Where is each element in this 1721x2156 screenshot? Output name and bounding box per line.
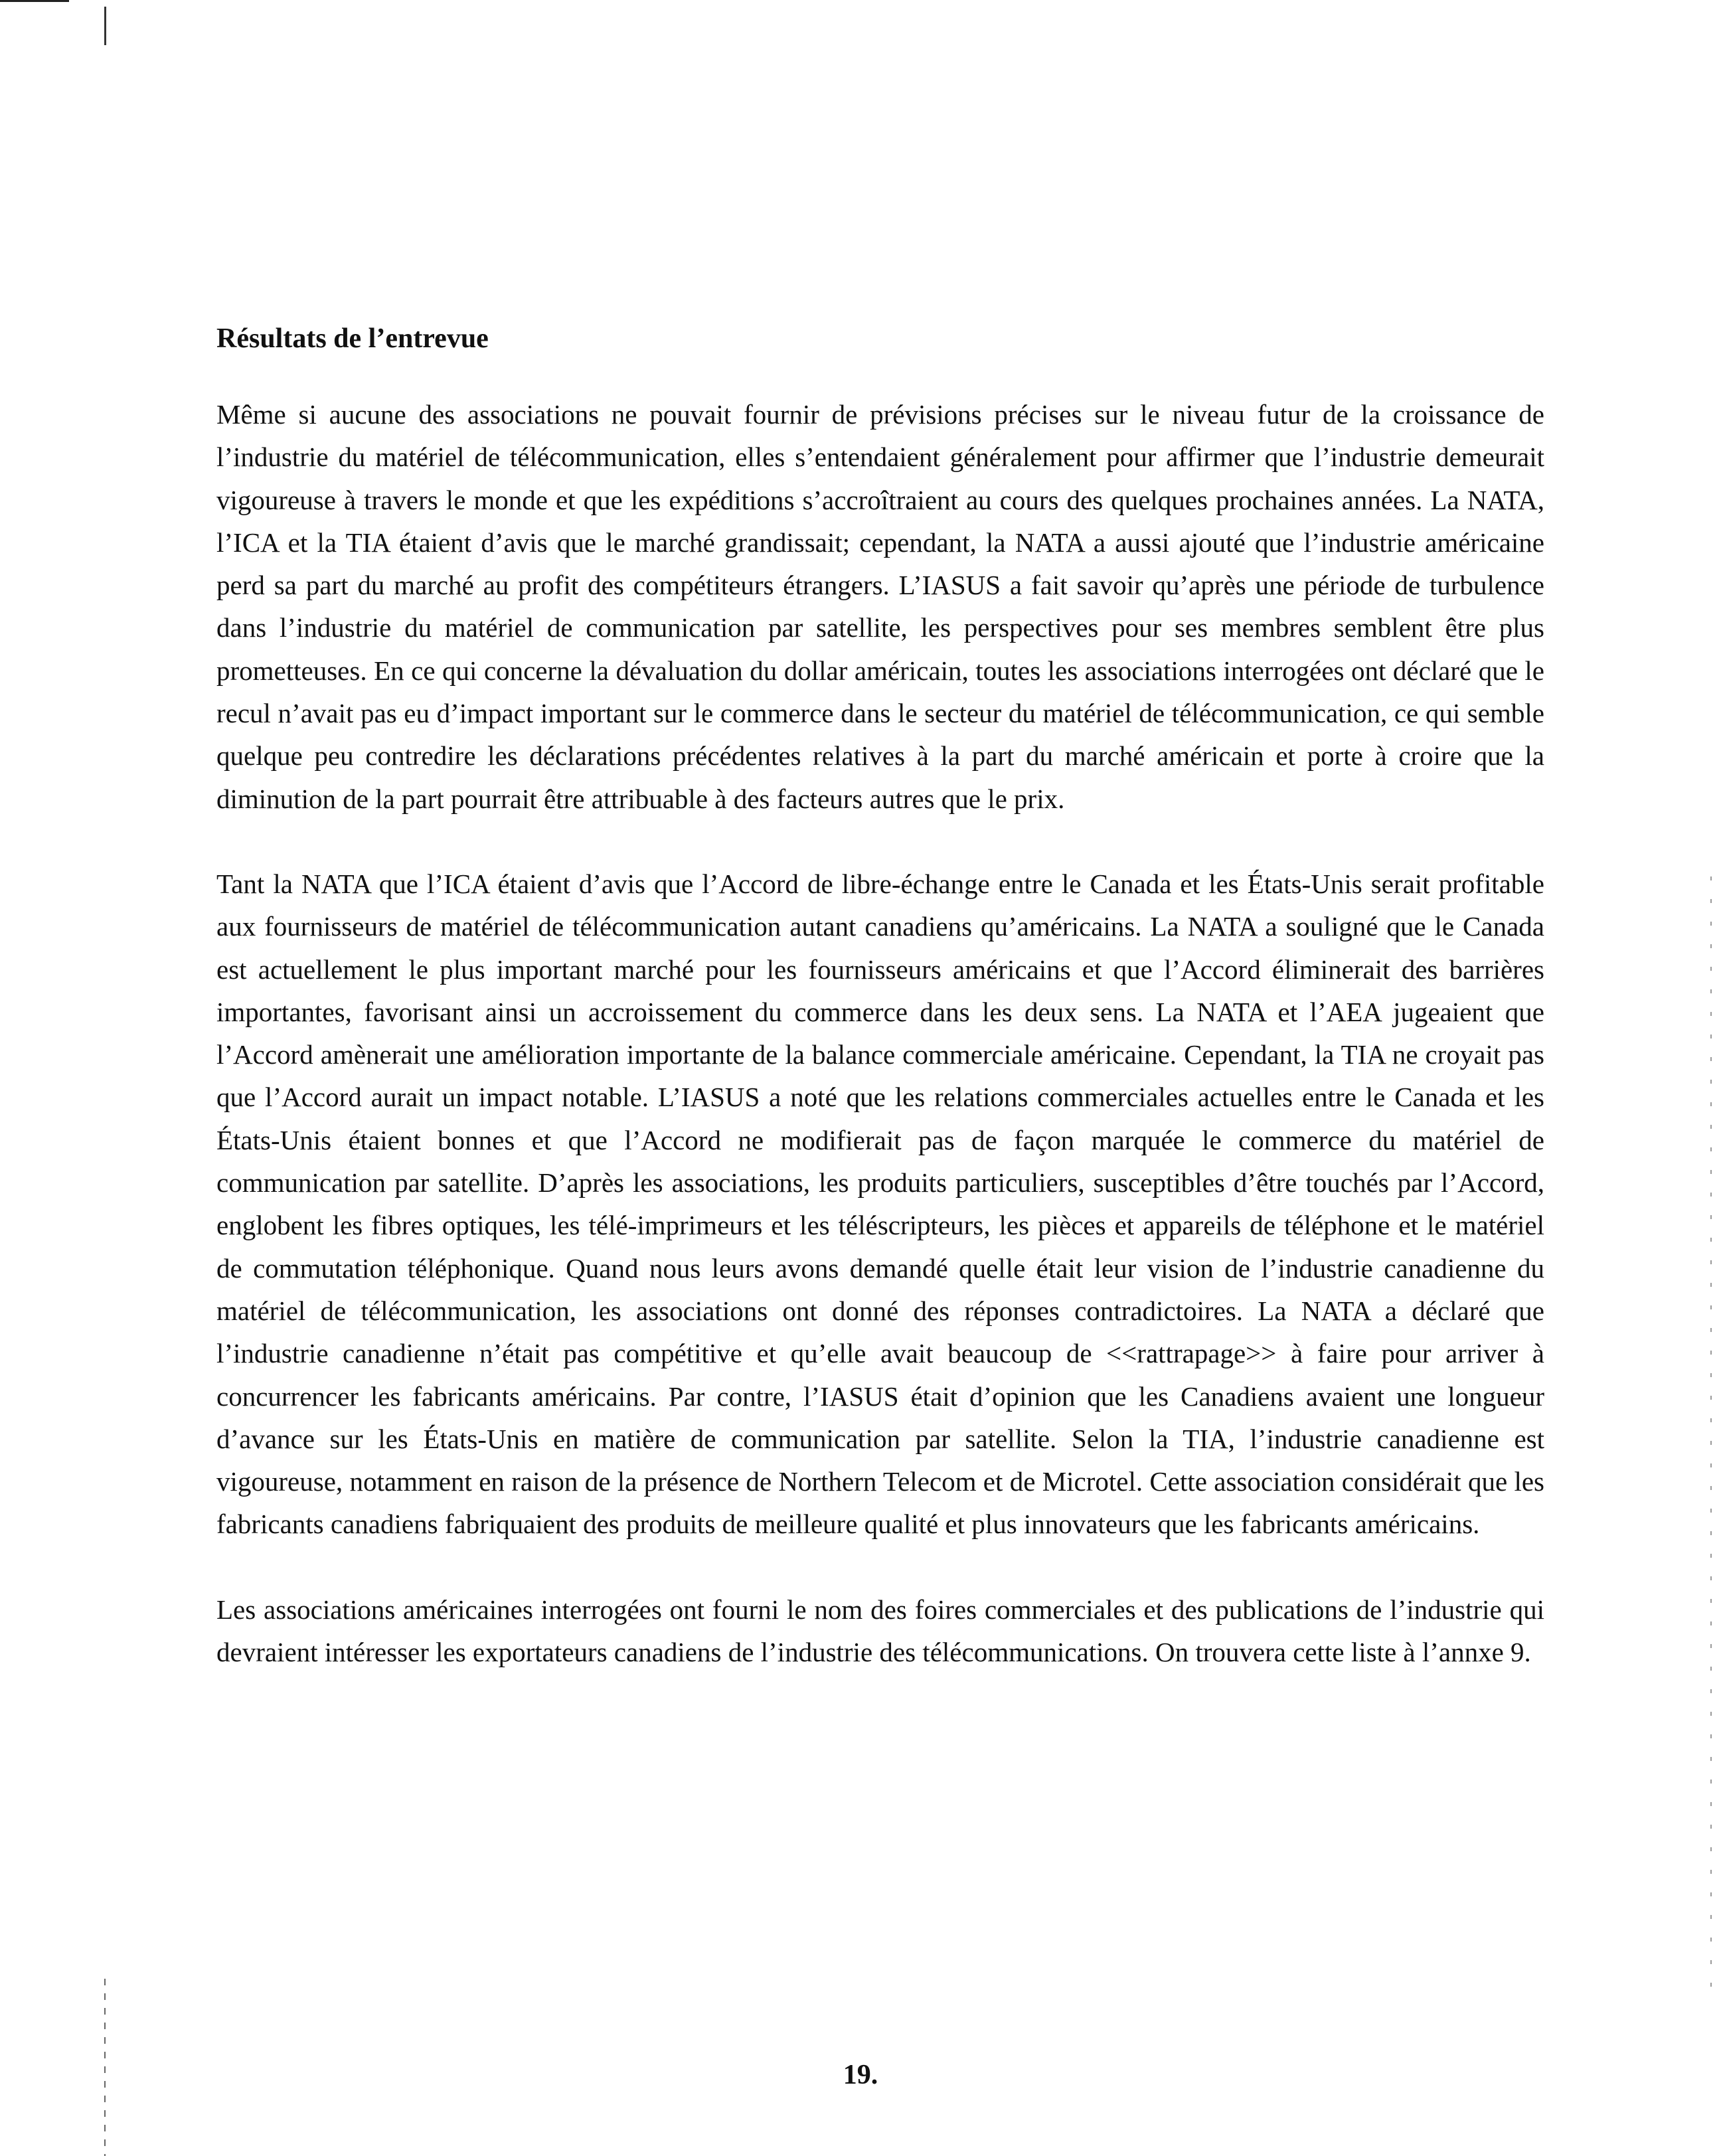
scan-edge-artifact <box>1710 876 1712 2005</box>
paragraph-free-trade: Tant la NATA que l’ICA étaient d’avis que l’Accord de libre-échange entre le Canada et les États-Unis serait profitable aux fournisseurs de matériel de télécommunication autant canadiens qu’américains. La NATA a souligné que le Canada est actuellement le plus important marché pour les fournisseurs américains et que l’Accord éliminerait des barrières importantes, favorisant ainsi un accroissement du commerce dans les deux sens. La NATA et l’AEA jugeaient que l’Accord amènerait une amélioration importante de la balance commerciale américaine. Cependant, la TIA ne croyait pas que l’Accord aurait un impact notable. L’IASUS a noté que les relations commerciales actuelles entre le Canada et les États-Unis étaient bonnes et que l’Accord ne modifierait pas de façon marquée le commerce du matériel de communication par satellite. D’après les associations, les produits particuliers, susceptibles d’être touchés par l’Accord, englobent les fibres optiques, les télé-imprimeurs et les téléscripteurs, les pièces et appareils de téléphone et le matériel de commutation téléphonique. Quand nous leurs avons demandé quelle était leur vision de l’industrie canadienne du matériel de télécommunication, les associations ont donné des réponses contradictoires. La NATA a déclaré que l’industrie canadienne n’était pas compétitive et qu’elle avait beaucoup de <<rattrapage>> à faire pour arriver à concurrencer les fabricants américains. Par contre, l’IASUS était d’opinion que les Canadiens avaient une longueur d’avance sur les États-Unis en matière de communication par satellite. Selon la TIA, l’industrie canadienne est vigoureuse, notamment en raison de la présence de Northern Telecom et de Microtel. Cette association considérait que les fabricants canadiens fabriquaient des produits de meilleure qualité et plus innovateurs que les fabricants américains. <box>216 868 1544 1540</box>
scan-edge-tick <box>104 7 106 45</box>
document-body <box>216 317 1544 1716</box>
paragraph-growth: Même si aucune des associations ne pouvait fournir de prévisions précises sur le niveau futur de la croissance de l’industrie du matériel de télécommunication, elles s’entendaient généralement pour affirmer que l’industrie demeurait vigoureuse à travers le monde et que les expéditions s’accroîtraient au cours des quelques prochaines années. La NATA, l’ICA et la TIA étaient d’avis que le marché grandissait; cependant, la NATA a aussi ajouté que l’industrie américaine perd sa part du marché au profit des compétiteurs étrangers. L’IASUS a fait savoir qu’après une période de turbulence dans l’industrie du matériel de communication par satellite, les perspectives pour ses membres semblent être plus prometteuses. En ce qui concerne la dévaluation du dollar américain, toutes les associations interrogées ont déclaré que le recul n’avait pas eu d’impact important sur le commerce dans le secteur du matériel de télécommunication, ce qui semble quelque peu contredire les déclarations précédentes relatives à la part du marché américain et porte à croire que la diminution de la part pourrait être attribuable à des facteurs autres que le prix. <box>216 399 1544 814</box>
section-heading: Résultats de l’entrevue <box>216 323 489 354</box>
page-number: 19. <box>843 2060 878 2090</box>
paragraph-trade-fairs: Les associations américaines interrogées ont fourni le nom des foires commerciales et des publications de l’industrie qui devraient intéresser les exportateurs canadiens de l’industrie des télécommunications. On trouvera cette liste à l’annxe 9. <box>216 1594 1544 1668</box>
scan-edge-mark <box>0 0 69 2</box>
